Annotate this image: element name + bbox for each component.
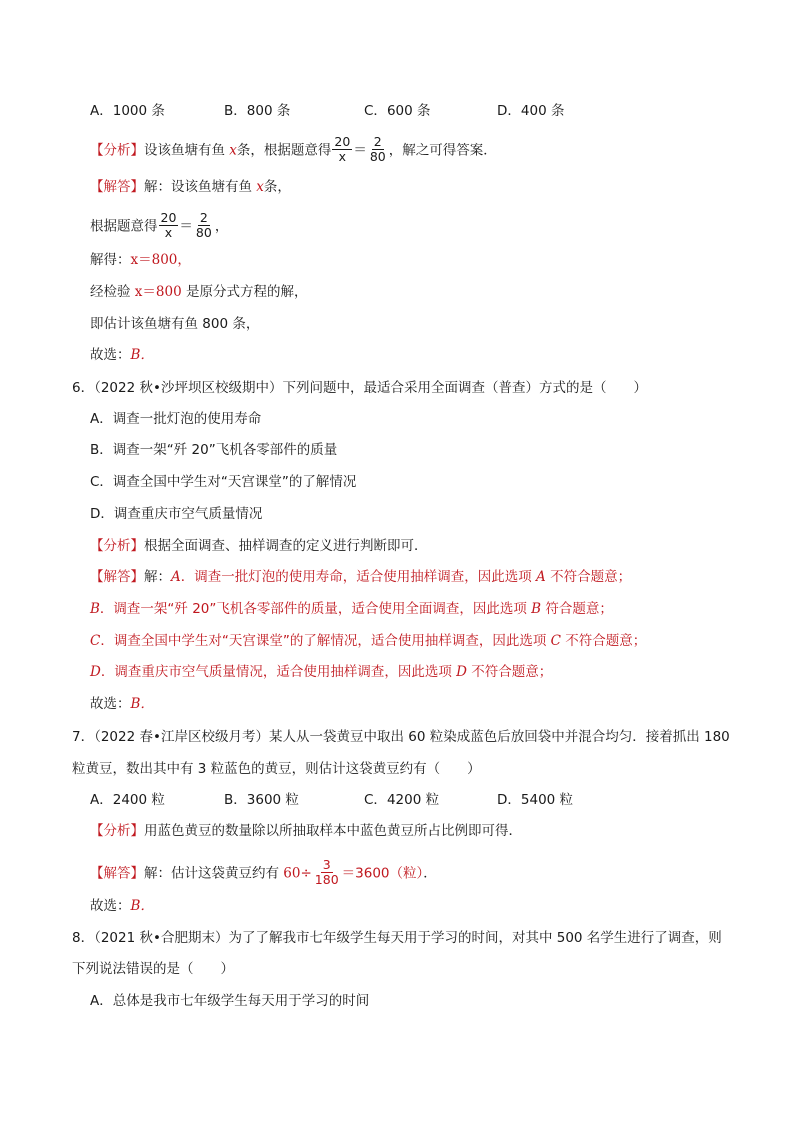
q5-option-b: B．800 条 bbox=[224, 103, 291, 119]
q5-answer-line2: 根据题意得 $\frac{20}{x}$ ＝ $\frac{2}{80}$ ， bbox=[90, 210, 229, 240]
q5-analysis: 【分析】设该鱼塘有鱼 x条，根据题意得 $\frac{20}{x}$ ＝ $\frac{2}{80}$ ，解之可得答案． bbox=[90, 134, 497, 164]
q7-analysis: 【分析】用蓝色黄豆的数量除以所抽取样本中蓝色黄豆所占比例即可得． bbox=[90, 823, 522, 839]
fraction-20-over-x: $\frac{20}{x}$ bbox=[334, 134, 351, 164]
q8-stem-line1: 8．（2021 秋•合肥期末）为了了解我市七年级学生每天用于学习的时间，对其中 500 名学生进行了调查，则 bbox=[72, 930, 722, 946]
q7-option-a: A．2400 粒 bbox=[90, 792, 165, 808]
q7-option-d: D．5400 粒 bbox=[497, 792, 574, 808]
q5-option-c: C．600 条 bbox=[364, 103, 431, 119]
q6-analysis: 【分析】根据全面调查、抽样调查的定义进行判断即可． bbox=[90, 538, 428, 554]
q5-answer-line5: 即估计该鱼塘有鱼 800 条， bbox=[90, 316, 260, 332]
q6-option-d: D．调查重庆市空气质量情况 bbox=[90, 506, 263, 522]
q7-option-c: C．4200 粒 bbox=[364, 792, 440, 808]
fraction-2-over-80: $\frac{2}{80}$ bbox=[369, 134, 386, 164]
q6-stem: 6．（2022 秋•沙坪坝区校级期中）下列问题中，最适合采用全面调查（普查）方式的是（ ） bbox=[72, 380, 647, 396]
q7-answer: 【解答】解：估计这袋黄豆约有 60÷ $\frac{3}{180}$ ＝3600（粒）． bbox=[90, 857, 437, 887]
q6-answer-c: C．调查全国中学生对“天宫课堂”的了解情况，适合使用抽样调查，因此选项 C 不符合题意； bbox=[90, 633, 647, 649]
fraction-20-over-x: $\frac{20}{x}$ bbox=[160, 210, 177, 240]
q6-answer-d: D．调查重庆市空气质量情况，适合使用抽样调查，因此选项 D 不符合题意； bbox=[90, 664, 553, 680]
q6-option-a: A．调查一批灯泡的使用寿命 bbox=[90, 411, 262, 427]
q5-option-a: A．1000 条 bbox=[90, 103, 165, 119]
q7-final: 故选：B． bbox=[90, 898, 154, 914]
q5-answer-line3: 解得：x＝800， bbox=[90, 252, 191, 268]
q5-answer-line4: 经检验 x＝800 是原分式方程的解， bbox=[90, 284, 308, 300]
q6-option-c: C．调查全国中学生对“天宫课堂”的了解情况 bbox=[90, 474, 357, 490]
q5-answer-line1: 【解答】解：设该鱼塘有鱼 x条， bbox=[90, 179, 291, 195]
fraction-2-over-80: $\frac{2}{80}$ bbox=[195, 210, 212, 240]
q6-option-b: B．调查一架“歼 20”飞机各零部件的质量 bbox=[90, 442, 338, 458]
q6-answer-a: 【解答】解：A．调查一批灯泡的使用寿命，适合使用抽样调查，因此选项 A 不符合题意； bbox=[90, 569, 632, 585]
q8-stem-line2: 下列说法错误的是（ ） bbox=[72, 961, 234, 977]
q7-stem-line1: 7．（2022 春•江岸区校级月考）某人从一袋黄豆中取出 60 粒染成蓝色后放回袋中并混合均匀．接着抓出 180 bbox=[72, 729, 730, 745]
q6-final: 故选：B． bbox=[90, 696, 154, 712]
q8-option-a: A．总体是我市七年级学生每天用于学习的时间 bbox=[90, 993, 370, 1009]
q6-answer-b: B．调查一架“歼 20”飞机各零部件的质量，适合使用全面调查，因此选项 B 符合题意； bbox=[90, 601, 613, 617]
q5-option-d: D．400 条 bbox=[497, 103, 565, 119]
q7-stem-line2: 粒黄豆，数出其中有 3 粒蓝色的黄豆，则估计这袋黄豆约有（ ） bbox=[72, 761, 481, 777]
fraction-3-over-180: $\frac{3}{180}$ bbox=[314, 857, 339, 887]
q7-option-b: B．3600 粒 bbox=[224, 792, 299, 808]
q5-final: 故选：B． bbox=[90, 347, 154, 363]
